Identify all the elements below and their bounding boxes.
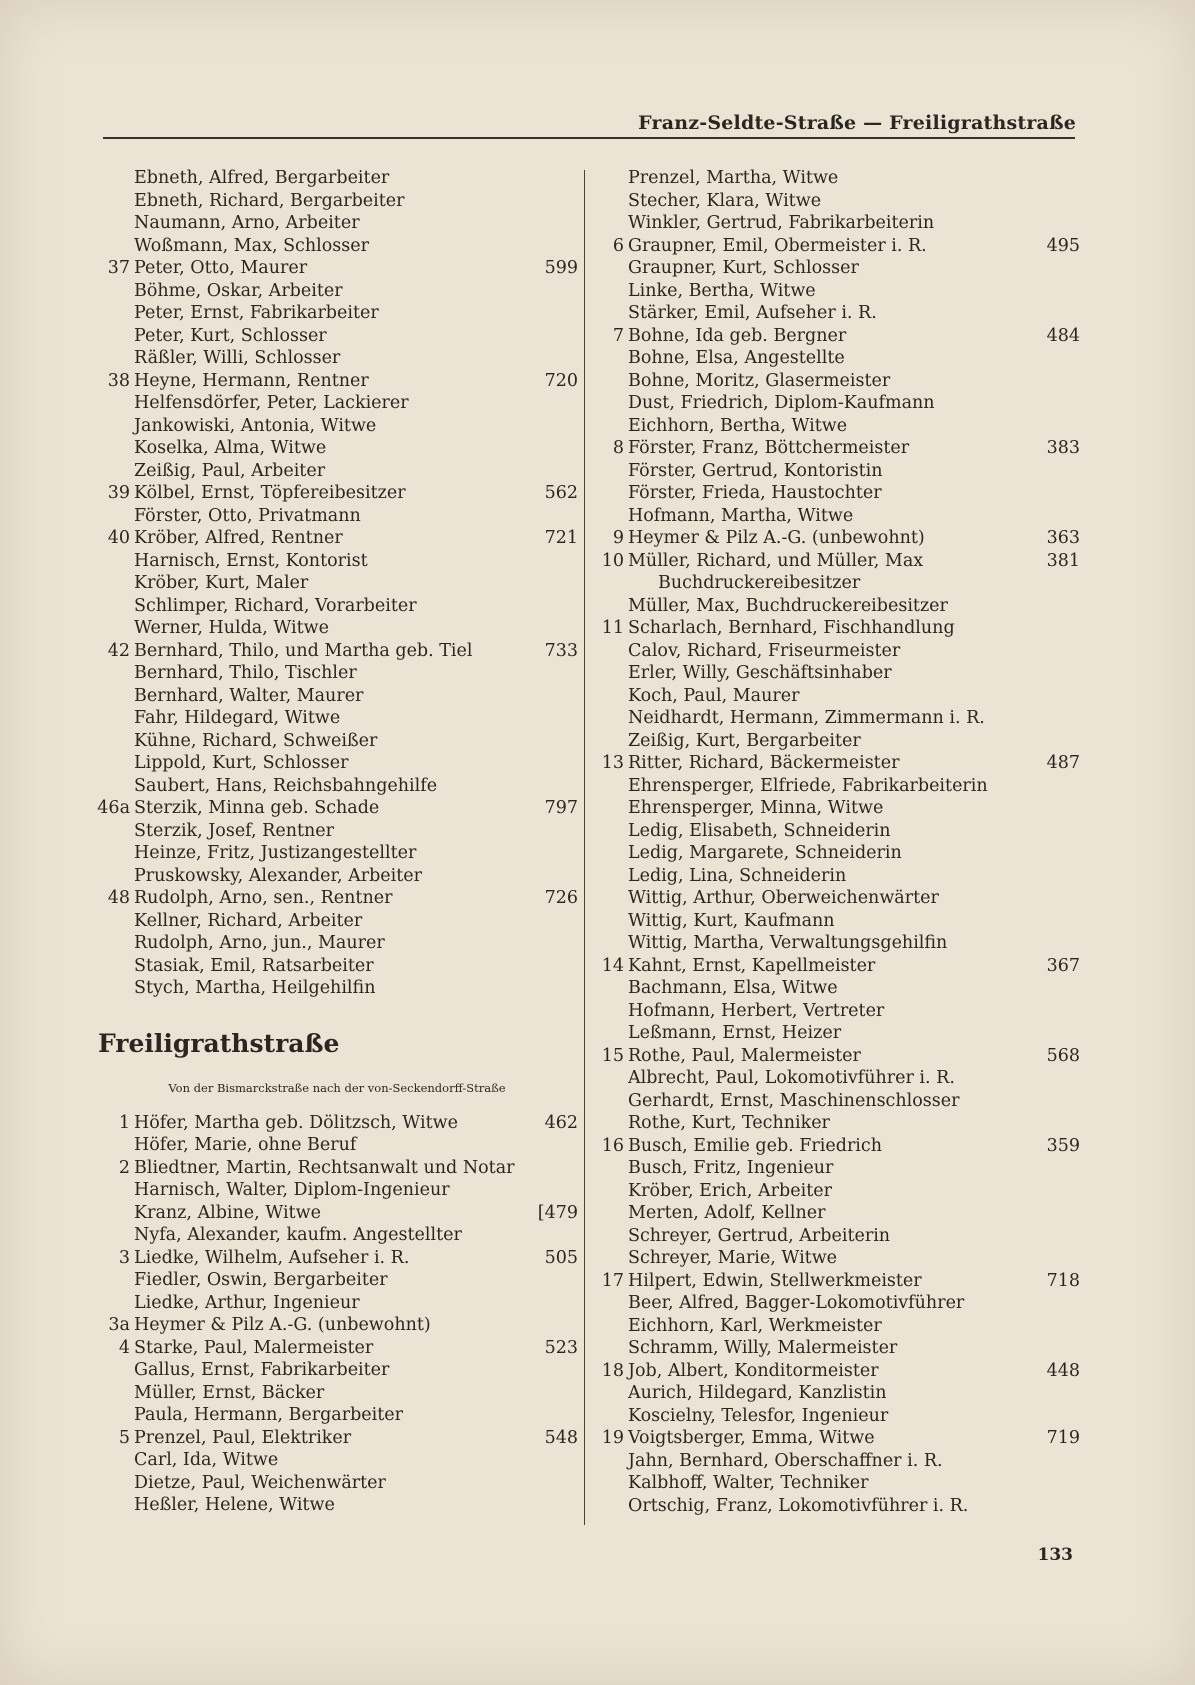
resident-entry: Ortschig, Franz, Lokomotivführer i. R. bbox=[628, 1495, 969, 1516]
directory-entry bbox=[96, 1472, 578, 1495]
reference-number: 359 bbox=[1046, 1135, 1080, 1156]
resident-entry: Stecher, Klara, Witwe bbox=[628, 190, 822, 211]
street-subheading: Von der Bismarckstraße nach der von-Seckendorff-Straße bbox=[168, 1080, 506, 1095]
resident-entry: Harnisch, Walter, Diplom-Ingenieur bbox=[134, 1180, 450, 1200]
resident-entry: Stych, Martha, Heilgehilfin bbox=[134, 978, 376, 998]
directory-entry bbox=[590, 527, 1080, 550]
directory-entry bbox=[590, 1045, 1080, 1068]
resident-entry: Räßler, Willi, Schlosser bbox=[134, 348, 341, 368]
house-number: 46a bbox=[97, 798, 130, 818]
directory-entry bbox=[96, 1494, 578, 1517]
directory-entry bbox=[590, 1495, 1080, 1518]
right-column bbox=[590, 167, 1080, 1517]
resident-entry: Rothe, Paul, Malermeister bbox=[628, 1045, 861, 1066]
resident-entry: Kranz, Albine, Witwe bbox=[134, 1202, 321, 1223]
resident-entry: Pruskowsky, Alexander, Arbeiter bbox=[134, 865, 422, 886]
resident-entry: Peter, Ernst, Fabrikarbeiter bbox=[134, 303, 379, 323]
directory-entry bbox=[590, 370, 1080, 393]
directory-entry bbox=[590, 1112, 1080, 1135]
resident-entry: Saubert, Hans, Reichsbahngehilfe bbox=[134, 775, 438, 796]
resident-entry: Graupner, Emil, Obermeister i. R. bbox=[628, 235, 927, 256]
directory-entry bbox=[590, 550, 1080, 573]
reference-number: 568 bbox=[1046, 1045, 1080, 1066]
resident-entry: Woßmann, Max, Schlosser bbox=[134, 235, 369, 256]
left-entries bbox=[96, 167, 578, 1000]
directory-entry bbox=[96, 887, 578, 910]
house-number: 3 bbox=[118, 1247, 130, 1268]
directory-entry bbox=[590, 1382, 1080, 1405]
reference-number: 720 bbox=[544, 370, 578, 391]
reference-number: 733 bbox=[544, 640, 578, 661]
resident-entry: Hofmann, Herbert, Vertreter bbox=[628, 1000, 885, 1021]
resident-entry: Kölbel, Ernst, Töpfereibesitzer bbox=[134, 483, 406, 503]
resident-entry: Förster, Gertrud, Kontoristin bbox=[628, 460, 883, 481]
resident-entry: Bohne, Elsa, Angestellte bbox=[628, 348, 845, 368]
directory-entry bbox=[590, 392, 1080, 415]
reference-number: 462 bbox=[544, 1112, 578, 1133]
directory-entry bbox=[590, 797, 1080, 820]
resident-entry: Eichhorn, Bertha, Witwe bbox=[628, 415, 848, 436]
resident-entry: Leßmann, Ernst, Heizer bbox=[628, 1023, 842, 1043]
directory-entry bbox=[590, 685, 1080, 708]
directory-entry bbox=[96, 1382, 578, 1405]
house-number: 39 bbox=[107, 483, 130, 503]
resident-entry: Koselka, Alma, Witwe bbox=[134, 438, 327, 458]
directory-entry bbox=[96, 167, 578, 190]
resident-entry: Ledig, Lina, Schneiderin bbox=[628, 865, 847, 886]
resident-entry: Bliedtner, Martin, Rechtsanwalt und Notar bbox=[134, 1157, 515, 1178]
resident-entry: Hilpert, Edwin, Stellwerkmeister bbox=[628, 1270, 922, 1291]
resident-entry: Müller, Max, Buchdruckereibesitzer bbox=[628, 595, 948, 616]
reference-number: 487 bbox=[1046, 753, 1080, 773]
reference-number: 505 bbox=[544, 1247, 578, 1268]
resident-entry: Kröber, Kurt, Maler bbox=[134, 573, 309, 593]
resident-entry: Fahr, Hildegard, Witwe bbox=[134, 708, 341, 728]
resident-entry: Calov, Richard, Friseurmeister bbox=[628, 640, 901, 661]
directory-entry bbox=[590, 1225, 1080, 1248]
directory-entry bbox=[590, 1450, 1080, 1473]
directory-entry bbox=[590, 752, 1080, 775]
reference-number: 726 bbox=[544, 888, 578, 908]
directory-entry bbox=[590, 325, 1080, 348]
resident-entry: Peter, Otto, Maurer bbox=[134, 258, 308, 278]
resident-entry: Voigtsberger, Emma, Witwe bbox=[628, 1428, 875, 1448]
reference-number: 381 bbox=[1046, 550, 1080, 571]
directory-entry bbox=[590, 1337, 1080, 1360]
house-number: 14 bbox=[601, 955, 624, 976]
resident-entry: Kühne, Richard, Schweißer bbox=[134, 730, 378, 751]
resident-entry: Scharlach, Bernhard, Fischhandlung bbox=[628, 618, 955, 638]
resident-entry: Aurich, Hildegard, Kanzlistin bbox=[628, 1383, 887, 1403]
house-number: 10 bbox=[601, 550, 624, 571]
resident-entry: Busch, Emilie geb. Friedrich bbox=[628, 1135, 882, 1156]
resident-entry: Neidhardt, Hermann, Zimmermann i. R. bbox=[628, 708, 985, 728]
street-entries bbox=[96, 1112, 578, 1517]
directory-entry bbox=[590, 730, 1080, 753]
resident-entry: Harnisch, Ernst, Kontorist bbox=[134, 550, 368, 571]
house-number: 1 bbox=[118, 1112, 130, 1133]
directory-entry bbox=[96, 415, 578, 438]
directory-entry bbox=[590, 1067, 1080, 1090]
resident-entry: Kalbhoff, Walter, Techniker bbox=[628, 1473, 869, 1493]
reference-number: 599 bbox=[544, 258, 578, 278]
directory-entry bbox=[96, 775, 578, 798]
resident-entry: Prenzel, Paul, Elektriker bbox=[134, 1427, 352, 1448]
house-number: 18 bbox=[601, 1360, 624, 1381]
resident-entry: Rudolph, Arno, sen., Rentner bbox=[134, 888, 393, 908]
directory-entry bbox=[590, 190, 1080, 213]
resident-entry: Ehrensperger, Minna, Witwe bbox=[628, 798, 884, 818]
directory-entry bbox=[96, 572, 578, 595]
resident-entry: Graupner, Kurt, Schlosser bbox=[628, 258, 859, 278]
house-number: 17 bbox=[601, 1270, 624, 1291]
resident-entry: Fiedler, Oswin, Bergarbeiter bbox=[134, 1270, 388, 1290]
directory-entry bbox=[96, 190, 578, 213]
house-number: 19 bbox=[601, 1428, 624, 1448]
directory-entry bbox=[96, 347, 578, 370]
reference-number: 383 bbox=[1046, 438, 1080, 458]
reference-number: 548 bbox=[544, 1427, 578, 1448]
directory-entry bbox=[590, 595, 1080, 618]
directory-entry bbox=[96, 1359, 578, 1382]
resident-entry: Nyfa, Alexander, kaufm. Angestellter bbox=[134, 1225, 462, 1245]
directory-entry bbox=[96, 505, 578, 528]
directory-entry bbox=[590, 212, 1080, 235]
resident-entry: Ebneth, Richard, Bergarbeiter bbox=[134, 190, 405, 211]
house-number: 5 bbox=[118, 1427, 130, 1448]
directory-entry bbox=[96, 1449, 578, 1472]
header-rule bbox=[103, 137, 1075, 139]
resident-entry: Ebneth, Alfred, Bergarbeiter bbox=[134, 168, 390, 188]
directory-entry bbox=[96, 1427, 578, 1450]
directory-entry bbox=[96, 1134, 578, 1157]
house-number: 48 bbox=[107, 888, 130, 908]
resident-entry: Erler, Willy, Geschäftsinhaber bbox=[628, 663, 892, 683]
resident-entry: Job, Albert, Konditormeister bbox=[628, 1360, 879, 1381]
house-number: 6 bbox=[612, 235, 624, 256]
resident-entry: Förster, Otto, Privatmann bbox=[134, 505, 361, 526]
resident-entry: Gallus, Ernst, Fabrikarbeiter bbox=[134, 1360, 390, 1380]
resident-entry: Förster, Franz, Böttchermeister bbox=[628, 438, 910, 458]
house-number: 13 bbox=[601, 753, 624, 773]
resident-entry: Rudolph, Arno, jun., Maurer bbox=[134, 933, 385, 953]
street-heading: Freiligrathstraße bbox=[98, 1028, 340, 1058]
resident-entry: Jahn, Bernhard, Oberschaffner i. R. bbox=[628, 1450, 943, 1471]
resident-entry: Starke, Paul, Malermeister bbox=[134, 1337, 374, 1358]
running-title: Franz-Seldte-Straße — Freiligrathstraße bbox=[638, 112, 1076, 134]
directory-entry bbox=[590, 167, 1080, 190]
resident-entry: Stärker, Emil, Aufseher i. R. bbox=[628, 303, 877, 323]
page-number: 133 bbox=[1037, 1545, 1073, 1565]
directory-entry bbox=[96, 460, 578, 483]
resident-entry: Zeißig, Paul, Arbeiter bbox=[134, 460, 326, 481]
directory-entry bbox=[96, 730, 578, 753]
directory-entry bbox=[96, 797, 578, 820]
directory-entry bbox=[590, 1472, 1080, 1495]
resident-entry: Heymer & Pilz A.-G. (unbewohnt) bbox=[134, 1315, 431, 1335]
house-number: 7 bbox=[612, 325, 624, 346]
column-divider bbox=[584, 170, 585, 1525]
reference-number: 797 bbox=[544, 798, 578, 818]
resident-entry: Zeißig, Kurt, Bergarbeiter bbox=[628, 730, 861, 751]
reference-number: 363 bbox=[1046, 528, 1080, 548]
house-number: 8 bbox=[612, 438, 624, 458]
directory-entry bbox=[96, 1337, 578, 1360]
resident-entry: Ehrensperger, Elfriede, Fabrikarbeiterin bbox=[628, 775, 988, 796]
resident-entry: Wittig, Kurt, Kaufmann bbox=[628, 910, 835, 931]
resident-entry: Koch, Paul, Maurer bbox=[628, 685, 800, 706]
resident-entry: Ledig, Margarete, Schneiderin bbox=[628, 843, 902, 863]
directory-entry bbox=[96, 257, 578, 280]
directory-entry bbox=[590, 865, 1080, 888]
directory-entry bbox=[590, 347, 1080, 370]
right-entries bbox=[590, 167, 1080, 1517]
directory-entry bbox=[590, 640, 1080, 663]
house-number: 38 bbox=[107, 370, 130, 391]
directory-entry bbox=[96, 302, 578, 325]
directory-entry bbox=[96, 325, 578, 348]
directory-entry bbox=[590, 572, 1080, 595]
directory-entry bbox=[96, 910, 578, 933]
directory-entry bbox=[590, 662, 1080, 685]
resident-entry: Winkler, Gertrud, Fabrikarbeiterin bbox=[628, 213, 935, 233]
resident-entry: Bernhard, Walter, Maurer bbox=[134, 685, 364, 706]
resident-entry: Heymer & Pilz A.-G. (unbewohnt) bbox=[628, 528, 925, 548]
directory-entry bbox=[590, 977, 1080, 1000]
directory-entry bbox=[590, 1135, 1080, 1158]
directory-entry bbox=[590, 1022, 1080, 1045]
house-number: 16 bbox=[601, 1135, 624, 1156]
directory-entry bbox=[96, 550, 578, 573]
reference-number: 495 bbox=[1046, 235, 1080, 256]
directory-entry bbox=[590, 1157, 1080, 1180]
reference-number: 448 bbox=[1046, 1360, 1080, 1381]
reference-number: 562 bbox=[544, 483, 578, 503]
directory-entry bbox=[590, 1360, 1080, 1383]
reference-number: 721 bbox=[544, 528, 578, 548]
resident-entry: Carl, Ida, Witwe bbox=[134, 1450, 279, 1470]
directory-entry bbox=[96, 1269, 578, 1292]
resident-entry: Peter, Kurt, Schlosser bbox=[134, 325, 327, 346]
directory-entry bbox=[590, 820, 1080, 843]
resident-entry: Paula, Hermann, Bergarbeiter bbox=[134, 1405, 404, 1425]
resident-entry: Liedke, Arthur, Ingenieur bbox=[134, 1292, 360, 1313]
directory-entry bbox=[96, 212, 578, 235]
resident-entry: Koscielny, Telesfor, Ingenieur bbox=[628, 1405, 889, 1426]
directory-entry bbox=[96, 370, 578, 393]
resident-entry: Jankowiski, Antonia, Witwe bbox=[134, 415, 377, 436]
left-column bbox=[96, 167, 578, 1517]
directory-entry bbox=[590, 482, 1080, 505]
resident-entry: Förster, Frieda, Haustochter bbox=[628, 483, 882, 503]
house-number: 40 bbox=[107, 528, 130, 548]
resident-entry: Naumann, Arno, Arbeiter bbox=[134, 213, 360, 233]
resident-entry: Heßler, Helene, Witwe bbox=[134, 1495, 335, 1515]
directory-entry bbox=[96, 865, 578, 888]
resident-entry: Bohne, Moritz, Glasermeister bbox=[628, 370, 891, 391]
directory-entry bbox=[96, 617, 578, 640]
resident-entry: Eichhorn, Karl, Werkmeister bbox=[628, 1315, 882, 1336]
directory-entry bbox=[96, 1404, 578, 1427]
reference-number: [479 bbox=[537, 1202, 578, 1223]
resident-entry: Schlimper, Richard, Vorarbeiter bbox=[134, 595, 417, 616]
resident-entry: Kröber, Alfred, Rentner bbox=[134, 528, 343, 548]
resident-entry: Schreyer, Marie, Witwe bbox=[628, 1248, 838, 1268]
resident-entry: Bernhard, Thilo, Tischler bbox=[134, 663, 357, 683]
directory-entry bbox=[96, 932, 578, 955]
directory-entry bbox=[96, 235, 578, 258]
resident-entry: Dietze, Paul, Weichenwärter bbox=[134, 1472, 386, 1493]
resident-entry: Albrecht, Paul, Lokomotivführer i. R. bbox=[628, 1068, 955, 1088]
reference-number: 718 bbox=[1046, 1270, 1080, 1291]
directory-entry bbox=[590, 235, 1080, 258]
directory-entry bbox=[590, 617, 1080, 640]
directory-entry bbox=[96, 482, 578, 505]
reference-number: 367 bbox=[1046, 955, 1080, 976]
resident-entry: Werner, Hulda, Witwe bbox=[134, 618, 330, 638]
resident-entry: Bachmann, Elsa, Witwe bbox=[628, 978, 838, 998]
house-number: 2 bbox=[118, 1157, 130, 1178]
resident-entry: Ledig, Elisabeth, Schneiderin bbox=[628, 820, 891, 841]
house-number: 9 bbox=[612, 528, 624, 548]
directory-entry bbox=[96, 1247, 578, 1270]
house-number: 37 bbox=[107, 258, 130, 278]
directory-entry bbox=[590, 1315, 1080, 1338]
directory-entry bbox=[590, 460, 1080, 483]
directory-entry bbox=[590, 505, 1080, 528]
resident-entry: Höfer, Martha geb. Dölitzsch, Witwe bbox=[134, 1112, 458, 1133]
resident-entry: Wittig, Arthur, Oberweichenwärter bbox=[628, 888, 939, 908]
directory-entry bbox=[96, 977, 578, 1000]
directory-entry bbox=[96, 1179, 578, 1202]
directory-entry bbox=[590, 887, 1080, 910]
directory-entry bbox=[590, 257, 1080, 280]
directory-entry bbox=[590, 910, 1080, 933]
resident-entry: Lippold, Kurt, Schlosser bbox=[134, 753, 349, 773]
house-number: 11 bbox=[601, 618, 624, 638]
directory-entry bbox=[96, 955, 578, 978]
directory-entry bbox=[96, 392, 578, 415]
house-number: 42 bbox=[107, 640, 130, 661]
resident-entry: Linke, Bertha, Witwe bbox=[628, 280, 816, 301]
house-number: 3a bbox=[108, 1315, 130, 1335]
directory-entry bbox=[590, 1090, 1080, 1113]
resident-entry: Höfer, Marie, ohne Beruf bbox=[134, 1135, 357, 1155]
directory-entry bbox=[590, 1000, 1080, 1023]
resident-entry: Ritter, Richard, Bäckermeister bbox=[628, 753, 900, 773]
resident-entry: Wittig, Martha, Verwaltungsgehilfin bbox=[628, 933, 948, 953]
reference-number: 484 bbox=[1046, 325, 1080, 346]
directory-entry bbox=[96, 595, 578, 618]
directory-entry bbox=[590, 280, 1080, 303]
resident-entry: Merten, Adolf, Kellner bbox=[628, 1203, 826, 1223]
resident-entry: Prenzel, Martha, Witwe bbox=[628, 168, 839, 188]
resident-entry: Bernhard, Thilo, und Martha geb. Tiel bbox=[134, 640, 473, 661]
directory-entry bbox=[96, 842, 578, 865]
resident-entry: Sterzik, Minna geb. Schade bbox=[134, 798, 380, 818]
directory-entry bbox=[590, 1292, 1080, 1315]
resident-entry: Sterzik, Josef, Rentner bbox=[134, 820, 334, 841]
directory-entry bbox=[590, 707, 1080, 730]
reference-number: 523 bbox=[544, 1337, 578, 1358]
directory-entry bbox=[590, 1270, 1080, 1293]
directory-entry bbox=[96, 1224, 578, 1247]
directory-entry bbox=[590, 415, 1080, 438]
directory-entry bbox=[96, 1314, 578, 1337]
resident-entry: Böhme, Oskar, Arbeiter bbox=[134, 280, 343, 301]
directory-entry bbox=[96, 707, 578, 730]
directory-entry bbox=[590, 1180, 1080, 1203]
resident-entry: Rothe, Kurt, Techniker bbox=[628, 1113, 830, 1133]
resident-entry: Helfensdörfer, Peter, Lackierer bbox=[134, 393, 409, 413]
house-number: 4 bbox=[118, 1337, 130, 1358]
directory-entry bbox=[590, 1427, 1080, 1450]
resident-entry: Stasiak, Emil, Ratsarbeiter bbox=[134, 955, 374, 976]
directory-entry bbox=[590, 1405, 1080, 1428]
directory-entry bbox=[590, 437, 1080, 460]
resident-entry: Beer, Alfred, Bagger-Lokomotivführer bbox=[628, 1293, 965, 1313]
directory-entry bbox=[590, 932, 1080, 955]
house-number: 15 bbox=[601, 1045, 624, 1066]
resident-entry: Buchdruckereibesitzer bbox=[658, 573, 861, 593]
reference-number: 719 bbox=[1046, 1428, 1080, 1448]
resident-entry: Heyne, Hermann, Rentner bbox=[134, 370, 369, 391]
directory-entry bbox=[590, 1247, 1080, 1270]
directory-entry bbox=[96, 1157, 578, 1180]
resident-entry: Hofmann, Martha, Witwe bbox=[628, 505, 854, 526]
directory-entry bbox=[96, 640, 578, 663]
resident-entry: Kahnt, Ernst, Kapellmeister bbox=[628, 955, 876, 976]
resident-entry: Kellner, Richard, Arbeiter bbox=[134, 910, 363, 931]
directory-entry bbox=[96, 752, 578, 775]
resident-entry: Dust, Friedrich, Diplom-Kaufmann bbox=[628, 393, 935, 413]
directory-entry bbox=[96, 527, 578, 550]
resident-entry: Schreyer, Gertrud, Arbeiterin bbox=[628, 1225, 891, 1246]
directory-entry bbox=[96, 1112, 578, 1135]
directory-entry bbox=[590, 955, 1080, 978]
directory-entry bbox=[96, 685, 578, 708]
directory-entry bbox=[590, 842, 1080, 865]
resident-entry: Busch, Fritz, Ingenieur bbox=[628, 1158, 834, 1178]
resident-entry: Bohne, Ida geb. Bergner bbox=[628, 325, 847, 346]
resident-entry: Gerhardt, Ernst, Maschinenschlosser bbox=[628, 1090, 960, 1111]
resident-entry: Heinze, Fritz, Justizangestellter bbox=[134, 843, 417, 863]
directory-entry bbox=[590, 302, 1080, 325]
directory-entry bbox=[96, 280, 578, 303]
resident-entry: Liedke, Wilhelm, Aufseher i. R. bbox=[134, 1247, 410, 1268]
directory-entry bbox=[96, 820, 578, 843]
resident-entry: Müller, Richard, und Müller, Max bbox=[628, 550, 924, 571]
directory-entry bbox=[590, 1202, 1080, 1225]
directory-entry bbox=[96, 662, 578, 685]
directory-entry bbox=[96, 1202, 578, 1225]
directory-entry bbox=[590, 775, 1080, 798]
resident-entry: Müller, Ernst, Bäcker bbox=[134, 1382, 325, 1403]
directory-entry bbox=[96, 1292, 578, 1315]
directory-entry bbox=[96, 437, 578, 460]
resident-entry: Kröber, Erich, Arbeiter bbox=[628, 1180, 832, 1201]
resident-entry: Schramm, Willy, Malermeister bbox=[628, 1338, 898, 1358]
